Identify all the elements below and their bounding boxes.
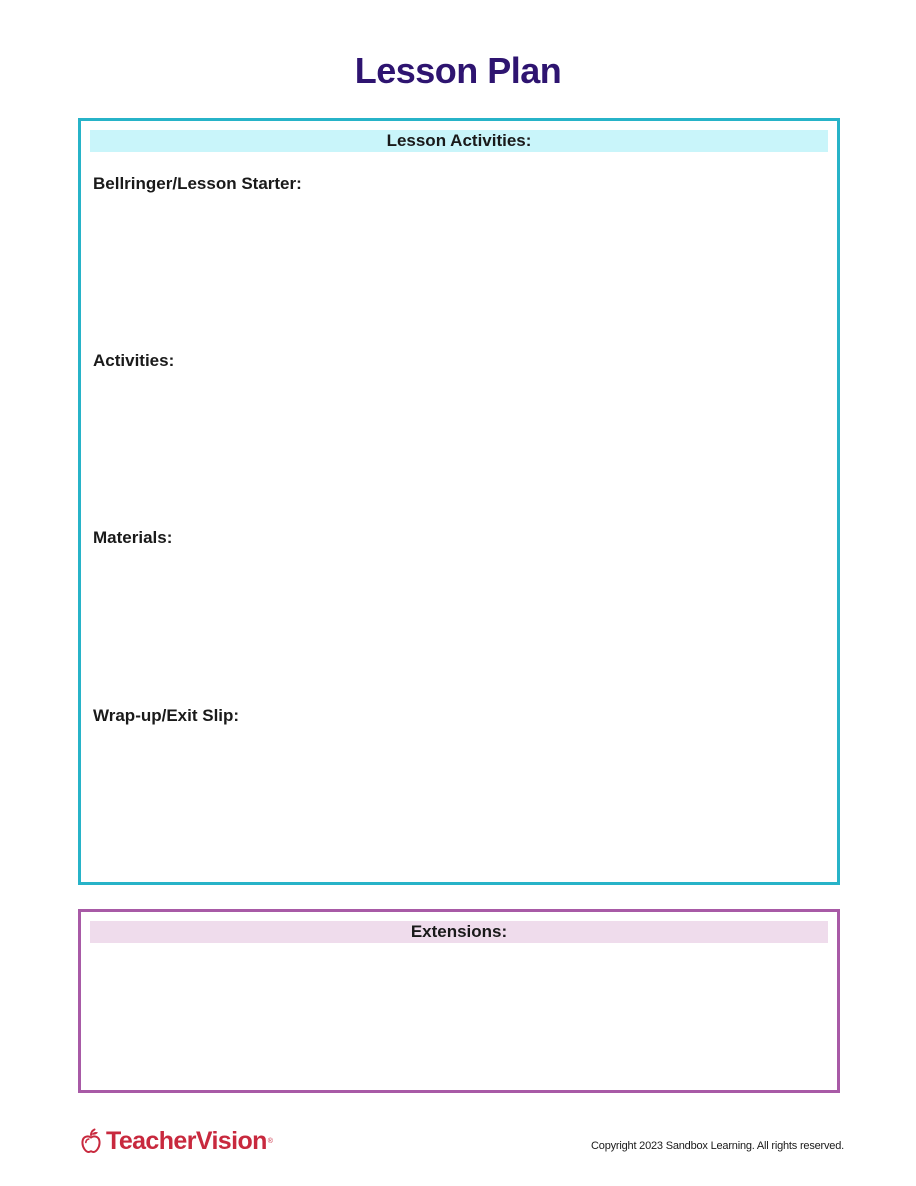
extensions-box [78, 909, 840, 1093]
activities-write-area[interactable] [93, 376, 823, 516]
wrap-up-write-area[interactable] [93, 731, 823, 871]
extensions-write-area[interactable] [93, 950, 823, 1080]
logo-text: TeacherVision [106, 1126, 267, 1155]
bellringer-label: Bellringer/Lesson Starter: [93, 174, 302, 193]
wrap-up-label: Wrap-up/Exit Slip: [93, 706, 240, 725]
apple-icon [80, 1128, 102, 1154]
teachervision-logo [80, 1124, 273, 1158]
page-title: Lesson Plan [354, 50, 562, 91]
registered-mark: ® [267, 1137, 273, 1145]
copyright-text: Copyright 2023 Sandbox Learning. All rights reserved. [591, 1140, 844, 1152]
activities-label: Activities: [93, 351, 175, 370]
bellringer-write-area[interactable] [93, 199, 823, 339]
materials-write-area[interactable] [93, 553, 823, 693]
lesson-activities-box [78, 118, 840, 885]
materials-label: Materials: [93, 528, 173, 547]
extensions-header: Extensions: [90, 921, 828, 943]
lesson-activities-header: Lesson Activities: [90, 130, 828, 152]
